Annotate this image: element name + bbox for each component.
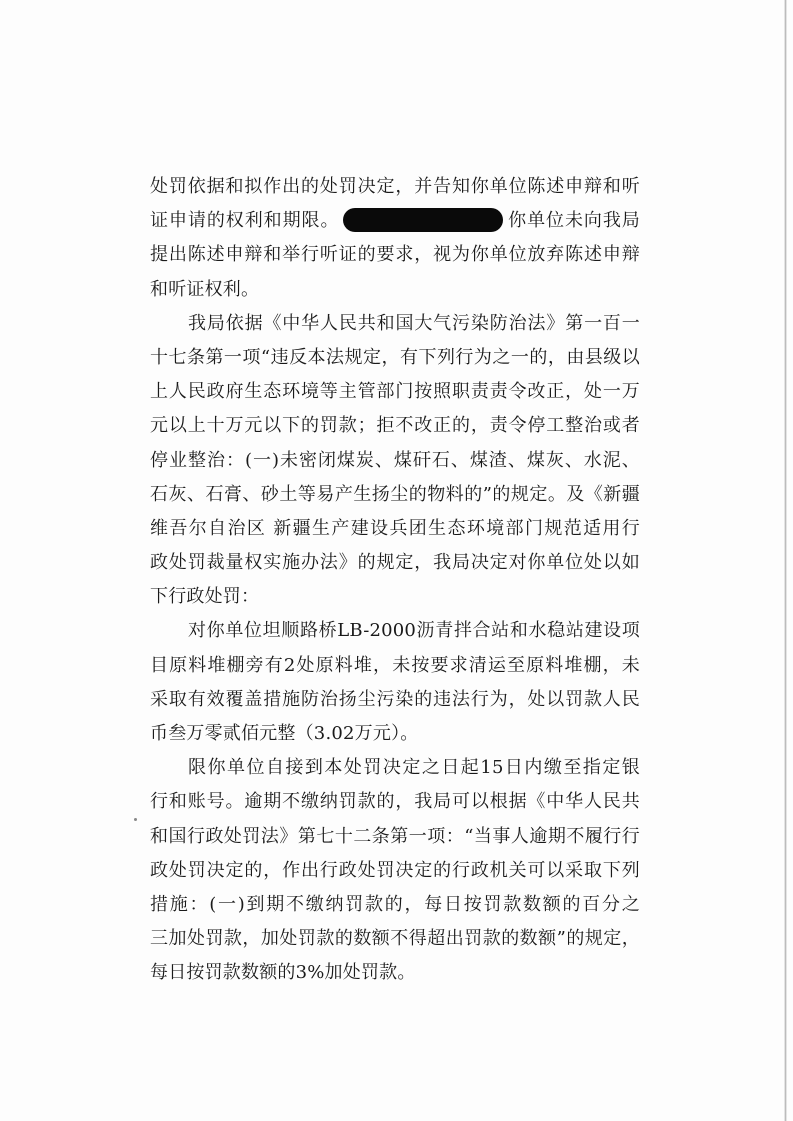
paragraph-2 — [150, 307, 640, 615]
redaction-bar — [343, 208, 503, 232]
text-line: 和国行政处罚法》第七十二条第一项：“当事人逾期不履行行 — [150, 825, 640, 847]
text-line: 处罚依据和拟作出的处罚决定，并告知你单位陈述申辩和听 — [150, 176, 640, 197]
text-line-with-redaction — [150, 204, 640, 238]
page-edge-shadow — [784, 0, 787, 1121]
text-line: 对你单位坦顺路桥LB-2000沥青拌合站和水稳站建设项 — [188, 620, 640, 642]
text-line: 政处罚裁量权实施办法》的规定，我局决定对你单位处以如 — [150, 552, 640, 574]
text-segment: 证申请的权利和期限。 — [150, 210, 340, 232]
text-line: 我局依据《中华人民共和国大气污染防治法》第一百一 — [188, 312, 640, 334]
text-line: 停业整治：(一)未密闭煤炭、煤矸石、煤渣、煤灰、水泥、 — [150, 449, 640, 471]
text-line: 石灰、石膏、砂土等易产生扬尘的物料的”的规定。及《新疆 — [150, 483, 640, 505]
text-line: 限你单位自接到本处罚决定之日起15日内缴至指定银 — [188, 757, 640, 779]
text-line: 币叁万零贰佰元整（3.02万元）。 — [150, 723, 419, 744]
text-segment: 你单位未向我局 — [507, 210, 641, 232]
text-line: 提出陈述申辩和举行听证的要求，视为你单位放弃陈述申辩 — [150, 244, 640, 266]
text-line: 维吾尔自治区 新疆生产建设兵团生态环境部门规范适用行 — [150, 517, 640, 539]
text-line: 政处罚决定的，作出行政处罚决定的行政机关可以采取下列 — [150, 859, 640, 881]
text-line: 三加处罚款，加处罚款的数额不得超出罚款的数额”的规定， — [150, 928, 640, 950]
text-line: 十七条第一项“违反本法规定，有下列行为之一的，由县级以 — [150, 346, 640, 368]
text-line: 每日按罚款数额的3%加处罚款。 — [150, 962, 416, 984]
text-line: 采取有效覆盖措施防治扬尘污染的违法行为，处以罚款人民 — [150, 688, 640, 710]
paragraph-3 — [150, 614, 640, 751]
text-line: 目原料堆棚旁有2处原料堆，未按要求清运至原料堆棚，未 — [150, 654, 640, 676]
paragraph-1 — [150, 170, 640, 307]
document-body — [150, 170, 640, 991]
paragraph-4 — [150, 751, 640, 990]
text-line: 元以上十万元以下的罚款；拒不改正的，责令停工整治或者 — [150, 415, 640, 437]
scan-speck — [134, 818, 137, 821]
text-line: 上人民政府生态环境等主管部门按照职责责令改正，处一万 — [150, 381, 640, 403]
text-line: 行和账号。逾期不缴纳罚款的，我局可以根据《中华人民共 — [150, 791, 640, 813]
text-line: 措施：(一)到期不缴纳罚款的，每日按罚款数额的百分之 — [150, 893, 640, 915]
text-line: 下行政处罚： — [150, 586, 260, 608]
text-line: 和听证权利。 — [150, 278, 260, 300]
